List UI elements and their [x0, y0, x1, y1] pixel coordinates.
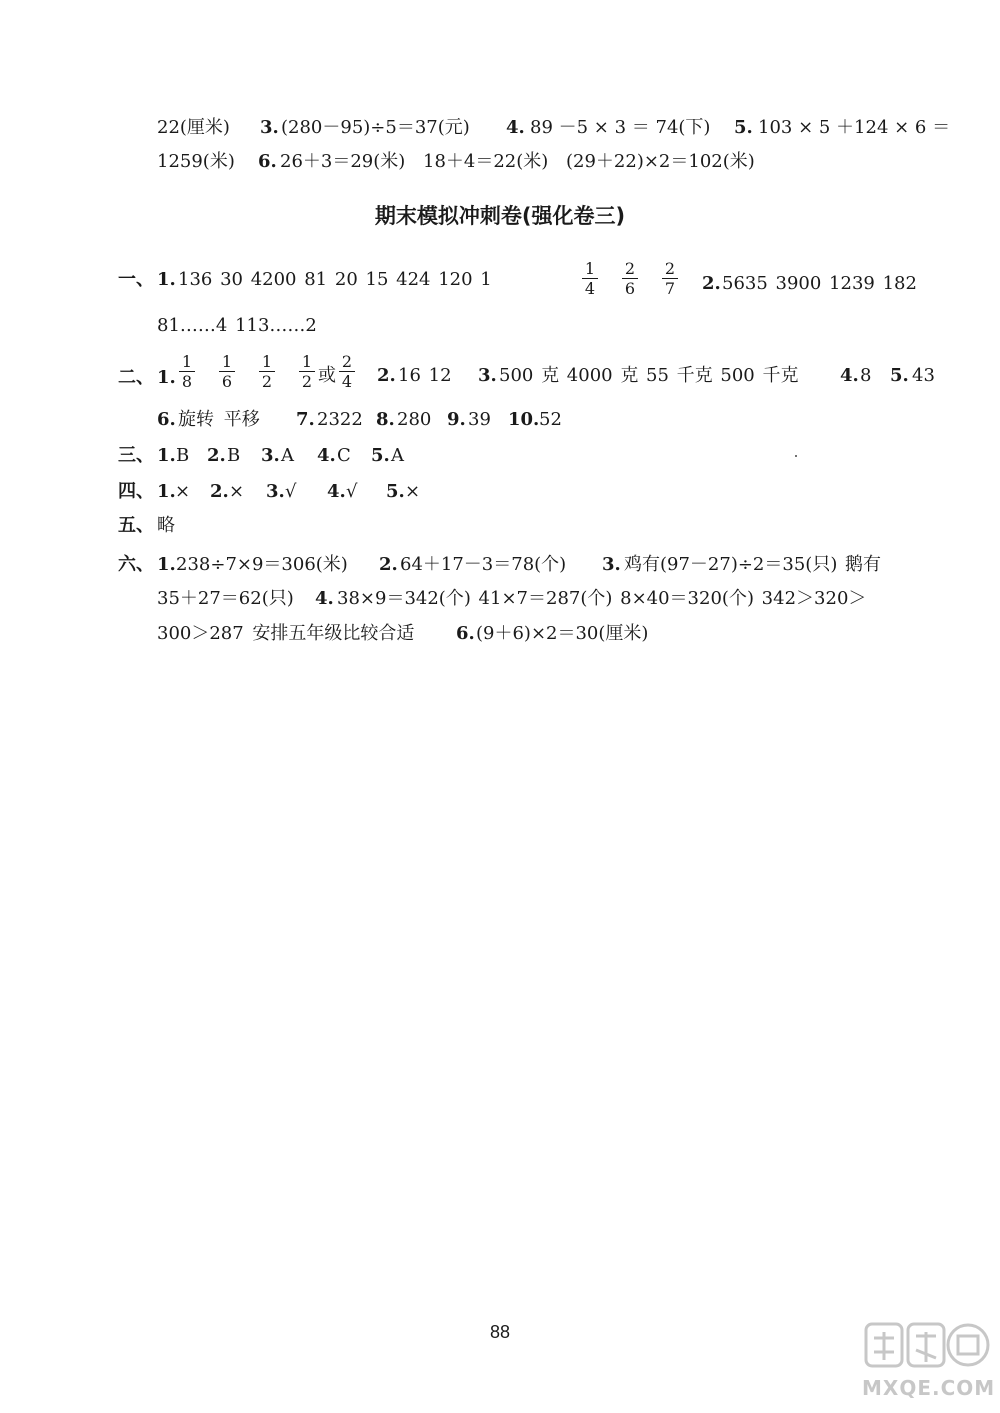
question-number: 2. — [210, 481, 229, 502]
denominator: 6 — [221, 372, 233, 391]
denominator: 6 — [624, 279, 636, 298]
numerator: 2 — [622, 260, 638, 279]
answer-text: 8 — [860, 365, 872, 386]
answer-text: 300＞287 安排五年级比较合适 — [157, 623, 415, 644]
question-number: 3. — [261, 445, 280, 466]
answer-text: 鸡有(97－27)÷2＝35(只) 鹅有 — [624, 554, 882, 575]
question-number: 2. — [379, 554, 398, 575]
denominator: 4 — [584, 279, 596, 298]
fraction — [662, 260, 678, 297]
answer-text: (9＋6)×2＝30(厘米) — [476, 623, 649, 644]
answer-text: B — [227, 445, 241, 466]
question-number: 10. — [508, 409, 540, 430]
answer-text: 39 — [468, 409, 491, 430]
answer-text: 103 × 5 ＋124 × 6 ＝ — [758, 117, 951, 138]
question-number: 6. — [456, 623, 475, 644]
question-number: 5. — [386, 481, 405, 502]
question-number: 4. — [327, 481, 346, 502]
page-number: 88 — [489, 1322, 511, 1342]
question-number: 4. — [506, 117, 525, 138]
or-text: 或 — [318, 365, 336, 386]
question-number: 5. — [890, 365, 909, 386]
answer-text: 81……4 113……2 — [157, 315, 317, 336]
denominator: 2 — [261, 372, 273, 391]
section-label: 五、 — [118, 515, 154, 536]
answer-text: (280－95)÷5＝37(元) — [281, 117, 470, 138]
fraction — [622, 260, 638, 297]
question-number: 1. — [157, 445, 176, 466]
question-number: 4. — [840, 365, 859, 386]
denominator: 4 — [341, 372, 353, 391]
answer-text: × — [229, 481, 245, 502]
answer-text: 500 克 4000 克 55 千克 500 千克 — [499, 365, 799, 386]
question-number: 3. — [478, 365, 497, 386]
answer-text: 5635 3900 1239 182 — [722, 273, 917, 294]
fraction — [219, 353, 235, 390]
answer-text: A — [281, 445, 294, 466]
section-label: 二、 — [118, 367, 154, 388]
question-number: 1. — [157, 481, 176, 502]
answer-text: 2322 — [317, 409, 363, 430]
fraction — [339, 353, 355, 390]
numerator: 2 — [339, 353, 355, 372]
question-number: 6. — [157, 409, 176, 430]
answer-text: 238÷7×9＝306(米) — [176, 554, 348, 575]
answer-text: 1259(米) — [157, 151, 235, 172]
answer-text: 旋转 平移 — [178, 409, 260, 430]
question-number: 4. — [317, 445, 336, 466]
question-number: 4. — [315, 588, 334, 609]
question-number: 3. — [266, 481, 285, 502]
answer-text: 26＋3＝29(米) — [280, 151, 406, 172]
answer-text: 18＋4＝22(米) — [423, 151, 549, 172]
question-number: 7. — [296, 409, 315, 430]
numerator: 1 — [299, 353, 315, 372]
answer-text: 略 — [157, 515, 175, 536]
answer-text: × — [405, 481, 421, 502]
answer-text: 22(厘米) — [157, 117, 230, 138]
section-label: 四、 — [118, 481, 154, 502]
fraction — [299, 353, 315, 390]
fraction — [179, 353, 195, 390]
question-number: 5. — [371, 445, 390, 466]
question-number: 9. — [447, 409, 466, 430]
section-label: 一、 — [118, 269, 154, 290]
answer-text: 52 — [539, 409, 562, 430]
numerator: 1 — [259, 353, 275, 372]
answer-text: 89 －5 × 3 ＝ 74(下) — [530, 117, 711, 138]
question-number: 2. — [207, 445, 226, 466]
question-number: 3. — [602, 554, 621, 575]
answer-text: × — [175, 481, 191, 502]
watermark — [862, 1318, 996, 1406]
answer-text: √ — [346, 481, 358, 502]
question-number: 5. — [734, 117, 753, 138]
question-number: 1. — [157, 554, 176, 575]
answer-text: 35＋27＝62(只) — [157, 588, 294, 609]
fraction — [259, 353, 275, 390]
answer-text: 64＋17－3＝78(个) — [400, 554, 567, 575]
numerator: 1 — [219, 353, 235, 372]
answer-text: B — [176, 445, 190, 466]
question-number: 1. — [157, 269, 176, 290]
answer-text: 43 — [912, 365, 935, 386]
speck — [795, 455, 797, 457]
question-number: 1. — [157, 367, 176, 388]
answer-text: (29＋22)×2＝102(米) — [566, 151, 755, 172]
fraction — [582, 260, 598, 297]
answer-text: √ — [285, 481, 297, 502]
denominator: 7 — [664, 279, 676, 298]
page-title: 期末模拟冲刺卷(强化卷三) — [374, 204, 626, 228]
question-number: 3. — [260, 117, 279, 138]
answer-text: 16 12 — [398, 365, 452, 386]
question-number: 2. — [702, 273, 721, 294]
numerator: 1 — [582, 260, 598, 279]
question-number: 8. — [376, 409, 395, 430]
question-number: 2. — [377, 365, 396, 386]
answer-text: C — [337, 445, 351, 466]
answer-text: A — [391, 445, 404, 466]
section-label: 六、 — [118, 554, 154, 575]
denominator: 8 — [181, 372, 193, 391]
answer-text: 280 — [397, 409, 432, 430]
numerator: 2 — [662, 260, 678, 279]
section-label: 三、 — [118, 445, 154, 466]
numerator: 1 — [179, 353, 195, 372]
answer-text: 136 30 4200 81 20 15 424 120 1 — [178, 269, 492, 290]
watermark-text: MXQE.COM — [862, 1376, 996, 1400]
question-number: 6. — [258, 151, 277, 172]
answer-text: 38×9＝342(个) 41×7＝287(个) 8×40＝320(个) 342＞320＞ — [337, 588, 867, 609]
watermark-logo-icon — [862, 1318, 992, 1378]
denominator: 2 — [301, 372, 313, 391]
